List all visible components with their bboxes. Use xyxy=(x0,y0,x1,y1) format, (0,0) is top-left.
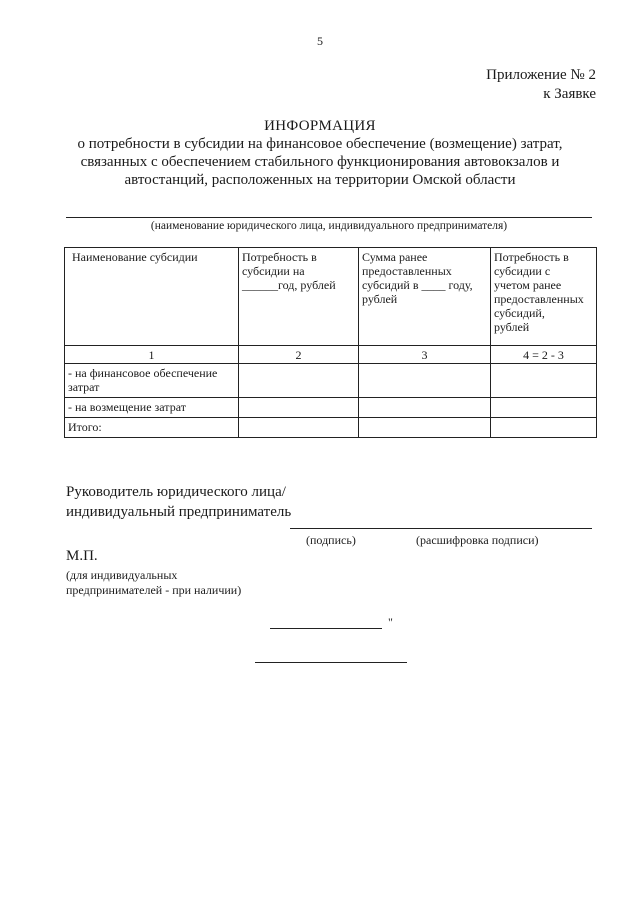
header-previous-sum xyxy=(359,248,491,346)
header-text: Сумма ранее xyxy=(362,250,428,264)
table-cell[interactable] xyxy=(239,418,359,438)
date-line[interactable] xyxy=(270,628,382,629)
header-need-adjusted xyxy=(491,248,597,346)
row-label-text: - на финансовое обеспечение xyxy=(68,366,218,380)
entity-name-line xyxy=(66,217,592,218)
header-subsidy-name xyxy=(65,248,239,346)
row-label-text: затрат xyxy=(68,380,100,394)
table-cell[interactable] xyxy=(491,364,597,398)
table-cell[interactable] xyxy=(359,364,491,398)
stamp-note-line-2: предпринимателей - при наличии) xyxy=(66,583,242,597)
table-cell[interactable] xyxy=(359,418,491,438)
header-text: Наименование субсидии xyxy=(72,250,198,264)
bottom-line[interactable] xyxy=(255,662,407,663)
column-number: 3 xyxy=(359,346,491,364)
header-text: Потребность в xyxy=(242,250,317,264)
table-row xyxy=(65,398,597,418)
signer-line-2: индивидуальный предприниматель xyxy=(66,504,292,520)
signature-caption: (подпись) xyxy=(306,533,356,547)
header-text: предоставленных xyxy=(494,292,584,306)
page-number: 5 xyxy=(317,34,323,48)
header-text: субсидии на xyxy=(242,264,305,278)
appendix-line-2: к Заявке xyxy=(543,86,596,102)
header-text: рублей xyxy=(362,292,398,306)
signature-line[interactable] xyxy=(290,528,592,529)
row-label xyxy=(65,418,239,438)
header-text: учетом ранее xyxy=(494,278,562,292)
appendix-line-1: Приложение № 2 xyxy=(486,67,596,83)
entity-caption: (наименование юридического лица, индивидуального предпринимателя) xyxy=(150,220,508,232)
table-row xyxy=(65,418,597,438)
column-number: 2 xyxy=(239,346,359,364)
table-header-row xyxy=(65,248,597,346)
document-title xyxy=(40,117,600,189)
table-cell[interactable] xyxy=(239,364,359,398)
column-number: 1 xyxy=(65,346,239,364)
table-number-row xyxy=(65,346,597,364)
row-label-text: Итого: xyxy=(68,420,102,434)
table-cell[interactable] xyxy=(359,398,491,418)
quote-mark: " xyxy=(388,615,393,629)
signer-line-1: Руководитель юридического лица/ xyxy=(66,484,286,500)
table-row xyxy=(65,364,597,398)
header-text: субсидии с xyxy=(494,264,551,278)
signer-label xyxy=(66,482,291,522)
title-line-2: связанных с обеспечением стабильного функционирования автовокзалов и xyxy=(80,154,560,170)
table-cell[interactable] xyxy=(491,418,597,438)
header-text: Потребность в xyxy=(494,250,569,264)
stamp-note xyxy=(66,568,241,598)
header-text: рублей xyxy=(494,320,530,334)
header-text: субсидий, xyxy=(494,306,545,320)
row-label xyxy=(65,398,239,418)
header-text: ______год, рублей xyxy=(242,278,336,292)
row-label xyxy=(65,364,239,398)
subsidy-table xyxy=(64,247,597,438)
title-line-3: автостанций, расположенных на территории Омской области xyxy=(124,172,516,188)
decoding-caption: (расшифровка подписи) xyxy=(416,533,539,547)
stamp-note-line-1: (для индивидуальных xyxy=(66,568,178,582)
header-text: предоставленных xyxy=(362,264,452,278)
header-text: субсидий в ____ году, xyxy=(362,278,473,292)
table-cell[interactable] xyxy=(239,398,359,418)
row-label-text: - на возмещение затрат xyxy=(68,400,186,414)
title-main: ИНФОРМАЦИЯ xyxy=(264,118,376,134)
header-need xyxy=(239,248,359,346)
stamp-label: М.П. xyxy=(66,548,98,564)
table-cell[interactable] xyxy=(491,398,597,418)
appendix-label xyxy=(486,66,596,104)
column-number: 4 = 2 - 3 xyxy=(491,346,597,364)
title-line-1: о потребности в субсидии на финансовое обеспечение (возмещение) затрат, xyxy=(77,136,563,152)
